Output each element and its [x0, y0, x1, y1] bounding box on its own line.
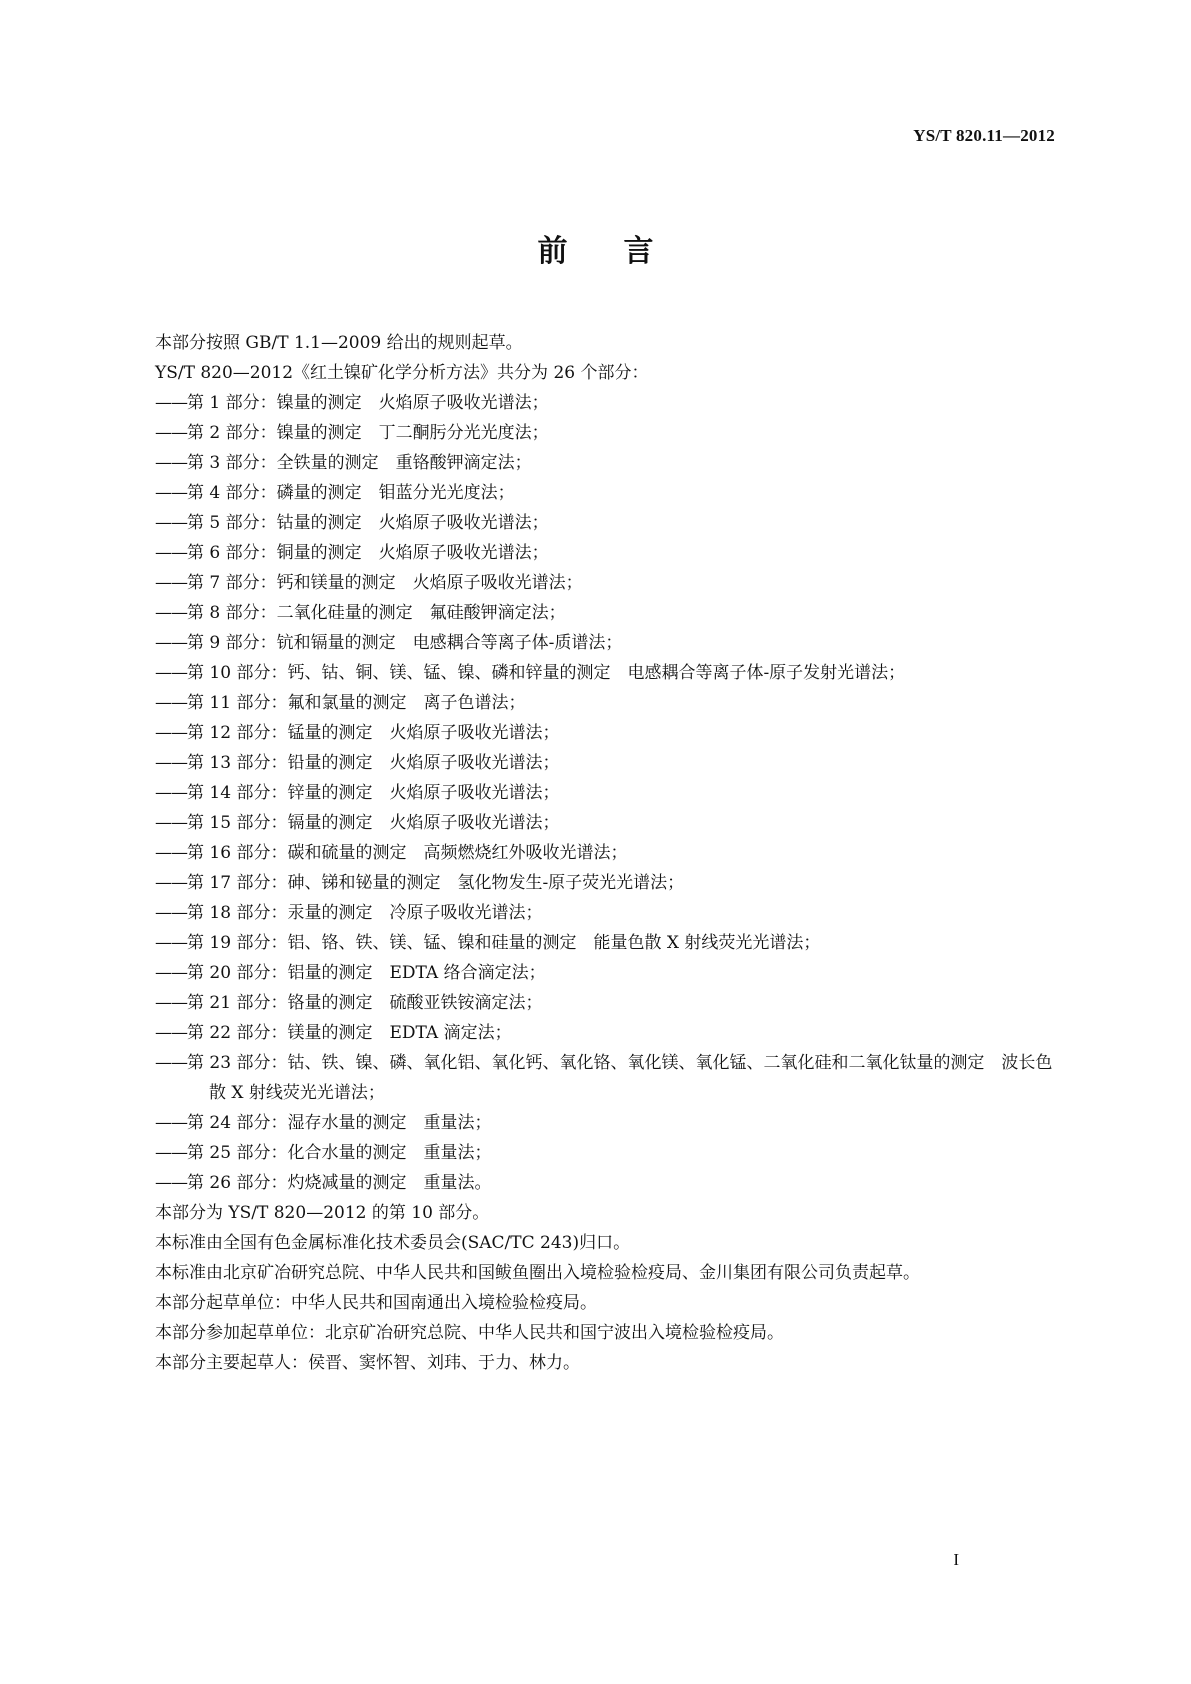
participating-units-paragraph: 本部分参加起草单位：北京矿冶研究总院、中华人民共和国宁波出入境检验检疫局。 [155, 1323, 784, 1343]
list-dash: —— [155, 783, 187, 803]
list-dash: —— [155, 423, 187, 443]
list-item-text: 第 3 部分：全铁量的测定 重铬酸钾滴定法； [187, 453, 532, 473]
drafting-unit-paragraph: 本部分起草单位：中华人民共和国南通出入境检验检疫局。 [155, 1293, 597, 1313]
list-item [121, 508, 1065, 538]
list-item [121, 388, 1065, 418]
list-item [121, 1168, 1065, 1198]
parts-list [121, 388, 1065, 1198]
list-item-text: 第 25 部分：化合水量的测定 重量法； [187, 1143, 492, 1163]
list-item-text: 第 1 部分：镍量的测定 火焰原子吸收光谱法； [187, 393, 549, 413]
list-item [121, 988, 1065, 1018]
list-dash: —— [155, 723, 187, 743]
list-item-text: 第 24 部分：湿存水量的测定 重量法； [187, 1113, 492, 1133]
list-item-text: 第 12 部分：锰量的测定 火焰原子吸收光谱法； [187, 723, 560, 743]
list-item [121, 598, 1065, 628]
drafting-rule-paragraph: 本部分按照 GB/T 1.1—2009 给出的规则起草。 [155, 333, 523, 353]
list-item-text: 第 4 部分：磷量的测定 钼蓝分光光度法； [187, 483, 515, 503]
list-dash: —— [155, 693, 187, 713]
centralized-by-paragraph: 本标准由全国有色金属标准化技术委员会(SAC/TC 243)归口。 [155, 1233, 631, 1253]
list-item-text: 第 20 部分：铝量的测定 EDTA 络合滴定法； [187, 963, 546, 983]
page-title: 前言 [537, 234, 710, 269]
list-dash: —— [155, 1143, 187, 1163]
list-dash: —— [155, 663, 187, 683]
list-dash: —— [155, 993, 187, 1013]
list-dash: —— [155, 753, 187, 773]
list-dash: —— [155, 603, 187, 623]
list-item-text: 第 2 部分：镍量的测定 丁二酮肟分光光度法； [187, 423, 549, 443]
list-dash: —— [155, 1023, 187, 1043]
list-dash: —— [155, 903, 187, 923]
list-dash: —— [155, 963, 187, 983]
list-dash: —— [155, 633, 187, 653]
list-item [121, 898, 1065, 928]
part-statement-paragraph: 本部分为 YS/T 820—2012 的第 10 部分。 [155, 1203, 490, 1223]
list-item-text: 第 26 部分：灼烧减量的测定 重量法。 [187, 1173, 492, 1193]
list-item [121, 448, 1065, 478]
list-item [121, 1138, 1065, 1168]
list-dash: —— [155, 1053, 187, 1073]
list-item [121, 748, 1065, 778]
list-item [121, 628, 1065, 658]
list-item [121, 928, 1065, 958]
list-item-text: 第 21 部分：铬量的测定 硫酸亚铁铵滴定法； [187, 993, 543, 1013]
list-dash: —— [155, 843, 187, 863]
list-item [121, 868, 1065, 898]
list-item-text: 第 9 部分：钪和镉量的测定 电感耦合等离子体-质谱法； [187, 633, 623, 653]
list-dash: —— [155, 483, 187, 503]
standard-code: YS/T 820.11—2012 [913, 126, 1055, 145]
list-item-text: 第 7 部分：钙和镁量的测定 火焰原子吸收光谱法； [187, 573, 583, 593]
list-dash: —— [155, 453, 187, 473]
list-dash: —— [155, 813, 187, 833]
list-item-text: 第 6 部分：铜量的测定 火焰原子吸收光谱法； [187, 543, 549, 563]
list-item-text: 第 19 部分：铝、铬、铁、镁、锰、镍和硅量的测定 能量色散 X 射线荧光光谱法； [187, 933, 821, 953]
list-item [121, 838, 1065, 868]
list-item-text: 第 15 部分：镉量的测定 火焰原子吸收光谱法； [187, 813, 560, 833]
list-item [121, 418, 1065, 448]
list-item [121, 478, 1065, 508]
list-item-text: 第 23 部分：钴、铁、镍、磷、氧化铝、氧化钙、氧化铬、氧化镁、氧化锰、二氧化硅和二氧化钛量的测定 波长色散 X 射线荧光光谱法； [187, 1053, 1053, 1103]
list-item-text: 第 14 部分：锌量的测定 火焰原子吸收光谱法； [187, 783, 560, 803]
list-dash: —— [155, 1113, 187, 1133]
list-dash: —— [155, 933, 187, 953]
list-item [121, 538, 1065, 568]
list-item-text: 第 17 部分：砷、锑和铋量的测定 氢化物发生-原子荧光光谱法； [187, 873, 685, 893]
main-drafters-paragraph: 本部分主要起草人：侯晋、窦怀智、刘玮、于力、林力。 [155, 1353, 580, 1373]
foreword-body [121, 328, 1065, 1378]
list-item-text: 第 18 部分：汞量的测定 冷原子吸收光谱法； [187, 903, 543, 923]
page-number: I [953, 1550, 959, 1569]
list-dash: —— [155, 573, 187, 593]
list-item [121, 658, 1065, 688]
list-dash: —— [155, 513, 187, 533]
parts-overview-paragraph: YS/T 820—2012《红土镍矿化学分析方法》共分为 26 个部分： [155, 363, 649, 383]
list-item [121, 718, 1065, 748]
list-item [121, 1048, 1065, 1108]
list-dash: —— [155, 873, 187, 893]
list-item-text: 第 22 部分：镁量的测定 EDTA 滴定法； [187, 1023, 512, 1043]
list-item-text: 第 11 部分：氟和氯量的测定 离子色谱法； [187, 693, 526, 713]
list-item [121, 808, 1065, 838]
list-item-text: 第 10 部分：钙、钴、铜、镁、锰、镍、磷和锌量的测定 电感耦合等离子体-原子发射光谱法； [187, 663, 906, 683]
list-dash: —— [155, 543, 187, 563]
list-item-text: 第 16 部分：碳和硫量的测定 高频燃烧红外吸收光谱法； [187, 843, 628, 863]
list-item [121, 1108, 1065, 1138]
list-item-text: 第 8 部分：二氧化硅量的测定 氟硅酸钾滴定法； [187, 603, 566, 623]
list-dash: —— [155, 393, 187, 413]
list-item-text: 第 13 部分：铅量的测定 火焰原子吸收光谱法； [187, 753, 560, 773]
list-item [121, 688, 1065, 718]
drafted-by-paragraph: 本标准由北京矿冶研究总院、中华人民共和国鲅鱼圈出入境检验检疫局、金川集团有限公司负责起草。 [155, 1263, 920, 1283]
list-dash: —— [155, 1173, 187, 1193]
list-item [121, 568, 1065, 598]
list-item [121, 958, 1065, 988]
list-item-text: 第 5 部分：钴量的测定 火焰原子吸收光谱法； [187, 513, 549, 533]
list-item [121, 778, 1065, 808]
list-item [121, 1018, 1065, 1048]
